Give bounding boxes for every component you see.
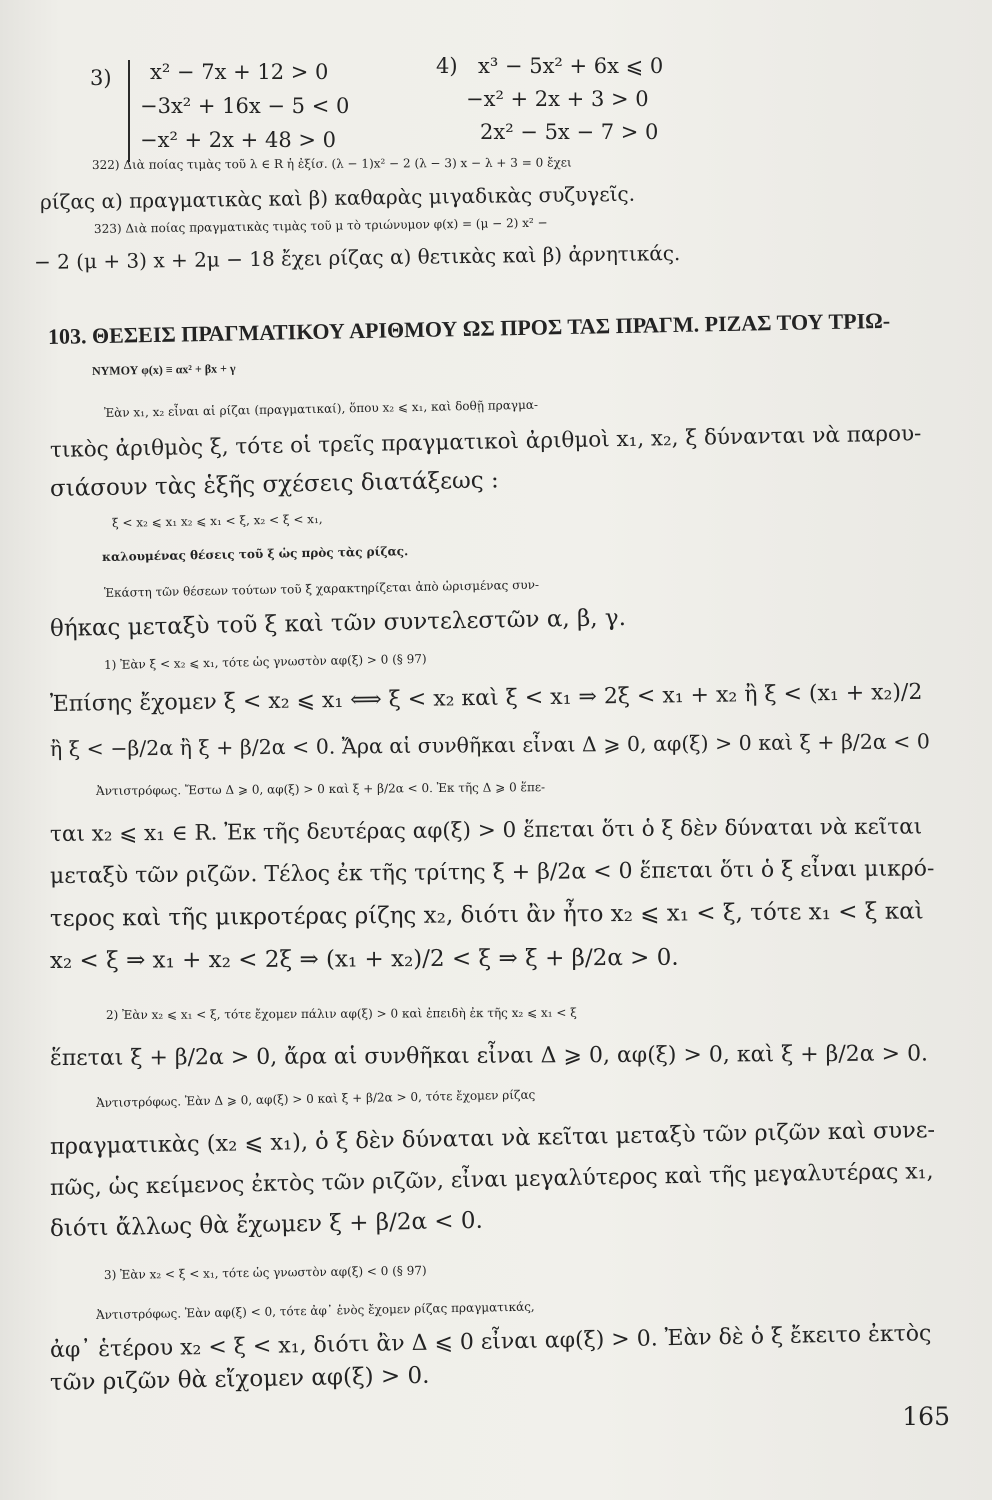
body-line-15: x₂ < ξ ⇒ x₁ + x₂ < 2ξ ⇒ (x₁ + x₂)/2 < ξ ⇒ ξ + β/2α > 0. [49,944,679,974]
exercise-323-line-2: − 2 (μ + 3) x + 2μ − 18 ἔχει ρίζας α) θετικὰς καὶ β) ἀρνητικάς. [33,240,681,274]
body-line-5: καλουμένας θέσεις τοῦ ξ ὡς πρὸς τὰς ρίζας. [101,544,409,564]
body-line-17: ἕπεται ξ + β/2α > 0, ἄρα αἱ συνθῆκαι εἶναι Δ ⩾ 0, αφ(ξ) > 0, καὶ ξ + β/2α > 0. [49,1041,929,1071]
body-line-3: σιάσουν τὰς ἑξῆς σχέσεις διατάξεως : [49,467,499,502]
body-line-10: ἢ ξ < −β/2α ἢ ξ + β/2α < 0. Ἄρα αἱ συνθῆκαι εἶναι Δ ⩾ 0, αφ(ξ) > 0 καὶ ξ + β/2α < 0 [49,729,931,761]
body-line-8: 1) Ἐὰν ξ < x₂ ⩽ x₁, τότε ὡς γνωστὸν αφ(ξ) > 0 (§ 97) [103,651,427,672]
exercise-322-line-2: ρίζας α) πραγματικὰς καὶ β) καθαρὰς μιγαδικὰς συζυγεῖς. [39,181,636,214]
body-line-2: τικὸς ἀριθμὸς ξ, τότε οἱ τρεῖς πραγματικοὶ ἀριθμοὶ x₁, x₂, ξ δύνανται νὰ παρου- [49,421,922,463]
body-line-1: Ἐὰν x₁, x₂ εἶναι αἱ ρίζαι (πραγματικαί), ὅπου x₂ ⩽ x₁, καὶ δοθῇ πραγμα- [103,397,539,420]
system-4-eq3: 2x² − 5x − 7 > 0 [480,120,659,144]
body-line-20: πῶς, ὡς κείμενος ἐκτὸς τῶν ριζῶν, εἶναι μεγαλύτερος καὶ τῆς μεγαλυτέρας x₁, [49,1159,934,1201]
body-line-19: πραγματικὰς (x₂ ⩽ x₁), ὁ ξ δὲν δύναται νὰ κεῖται μεταξὺ τῶν ριζῶν καὶ συνε- [49,1117,936,1160]
body-line-21: διότι ἄλλως θὰ ἔχωμεν ξ + β/2α < 0. [49,1207,484,1242]
system-4-eq2: −x² + 2x + 3 > 0 [466,87,649,111]
body-line-22: 3) Ἐὰν x₂ < ξ < x₁, τότε ὡς γνωστὸν αφ(ξ) < 0 (§ 97) [103,1263,427,1282]
exercise-322-line-1: 322) Διὰ ποίας τιμὰς τοῦ λ ∈ R ἡ ἐξίσ. (λ − 1)x² − 2 (λ − 3) x − λ + 3 = 0 ἔχει [91,155,572,172]
system-3-label: 3) [90,66,112,90]
section-title-line-1: 103. ΘΕΣΕΙΣ ΠΡΑΓΜΑΤΙΚΟΥ ΑΡΙΘΜΟΥ ΩΣ ΠΡΟΣ ΤΑΣ ΠΡΑΓΜ. ΡΙΖΑΣ ΤΟΥ ΤΡΙΩ- [47,307,891,349]
body-line-6: Ἑκάστη τῶν θέσεων τούτων τοῦ ξ χαρακτηρίζεται ἀπὸ ὡρισμένας συν- [103,577,540,600]
section-title-line-2: ΝΥΜΟΥ φ(x) ≡ αx² + βx + γ [91,361,236,378]
system-3-brace [128,60,136,162]
body-line-25: τῶν ριζῶν θὰ εἴχομεν αφ(ξ) > 0. [49,1362,430,1396]
system-3-eq2: −3x² + 16x − 5 < 0 [140,94,350,118]
body-line-13: μεταξὺ τῶν ριζῶν. Τέλος ἐκ τῆς τρίτης ξ + β/2α < 0 ἕπεται ὅτι ὁ ξ εἶναι μικρό- [49,856,935,889]
system-4-label: 4) [436,54,458,78]
body-line-7: θήκας μεταξὺ τοῦ ξ καὶ τῶν συντελεστῶν α, β, γ. [49,604,627,642]
exercise-323-line-1: 323) Διὰ ποίας πραγματικὰς τιμὰς τοῦ μ τὸ τριώνυμον φ(x) = (μ − 2) x² − [93,215,548,236]
body-line-12: ται x₂ ⩽ x₁ ∈ R. Ἐκ τῆς δευτέρας αφ(ξ) > 0 ἕπεται ὅτι ὁ ξ δὲν δύναται νὰ κεῖται [49,814,923,847]
body-line-24: ἀφ᾿ ἑτέρου x₂ < ξ < x₁, διότι ἂν Δ ⩽ 0 εἶναι αφ(ξ) > 0. Ἐὰν δὲ ὁ ξ ἔκειτο ἐκτὸς [49,1321,932,1363]
body-line-16: 2) Ἐὰν x₂ ⩽ x₁ < ξ, τότε ἔχομεν πάλιν αφ(ξ) > 0 καὶ ἐπειδὴ ἐκ τῆς x₂ ⩽ x₁ < ξ [105,1005,577,1022]
body-line-18: Ἀντιστρόφως. Ἐὰν Δ ⩾ 0, αφ(ξ) > 0 καὶ ξ + β/2α > 0, τότε ἔχομεν ρίζας [95,1087,536,1110]
body-line-14: τερος καὶ τῆς μικροτέρας ρίζης x₂, διότι ἂν ἦτο x₂ ⩽ x₁ < ξ, τότε x₁ < ξ καὶ [49,898,924,932]
system-3-eq1: x² − 7x + 12 > 0 [150,60,329,84]
body-line-4: ξ < x₂ ⩽ x₁ x₂ ⩽ x₁ < ξ, x₂ < ξ < x₁, [111,511,323,530]
body-line-9: Ἐπίσης ἔχομεν ξ < x₂ ⩽ x₁ ⟺ ξ < x₂ καὶ ξ < x₁ ⇒ 2ξ < x₁ + x₂ ἢ ξ < (x₁ + x₂)/2 [49,679,923,717]
page-number: 165 [902,1402,950,1431]
body-line-23: Ἀντιστρόφως. Ἐὰν αφ(ξ) < 0, τότε ἀφ᾿ ἑνὸς ἔχομεν ρίζας πραγματικάς, [95,1299,535,1322]
system-4-eq1: x³ − 5x² + 6x ⩽ 0 [478,54,664,78]
system-3-eq3: −x² + 2x + 48 > 0 [140,128,336,152]
body-line-11: Ἀντιστρόφως. Ἔστω Δ ⩾ 0, αφ(ξ) > 0 καὶ ξ + β/2α < 0. Ἐκ τῆς Δ ⩾ 0 ἕπε- [95,780,546,798]
